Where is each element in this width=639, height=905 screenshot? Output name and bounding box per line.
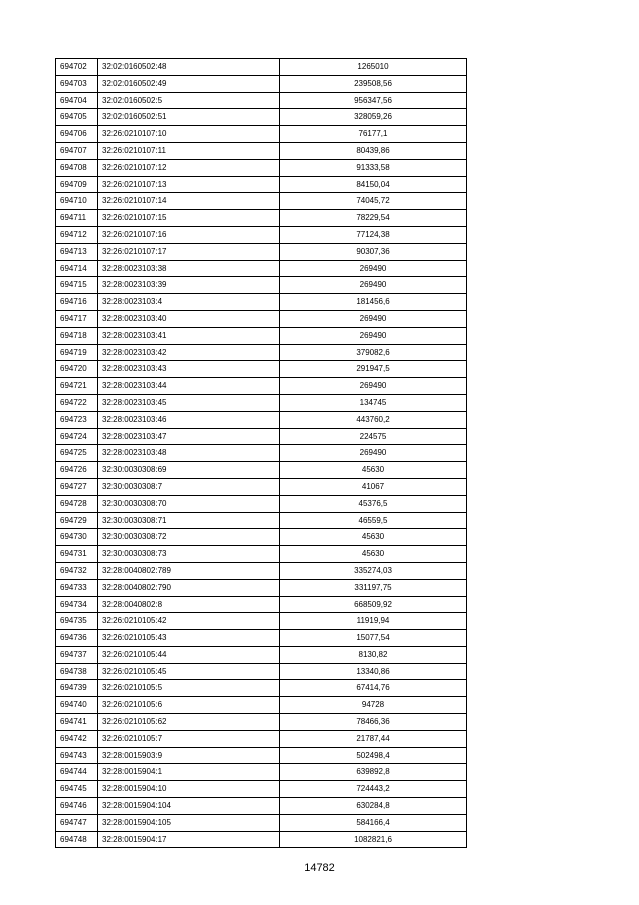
row-number-cell: 694716 [56,294,98,311]
table-row [56,294,467,311]
row-number-cell: 694722 [56,394,98,411]
cadastral-number-cell: 32:30:0030308:7 [98,478,280,495]
table-row [56,697,467,714]
cadastral-number-cell: 32:30:0030308:72 [98,529,280,546]
cadastral-number-cell: 32:02:0160502:48 [98,59,280,76]
value-cell: 224575 [280,428,467,445]
cadastral-number-cell: 32:26:0210107:15 [98,210,280,227]
cadastral-number-cell: 32:28:0015904:1 [98,764,280,781]
table-row [56,92,467,109]
row-number-cell: 694738 [56,663,98,680]
value-cell: 90307,36 [280,243,467,260]
row-number-cell: 694744 [56,764,98,781]
table-row [56,579,467,596]
value-cell: 269490 [280,445,467,462]
value-cell: 45376,5 [280,495,467,512]
cadastral-number-cell: 32:26:0210105:6 [98,697,280,714]
row-number-cell: 694739 [56,680,98,697]
row-number-cell: 694706 [56,126,98,143]
cadastral-number-cell: 32:02:0160502:51 [98,109,280,126]
row-number-cell: 694725 [56,445,98,462]
row-number-cell: 694731 [56,546,98,563]
cadastral-number-cell: 32:26:0210105:45 [98,663,280,680]
cadastral-number-cell: 32:28:0023103:47 [98,428,280,445]
table-row [56,596,467,613]
row-number-cell: 694741 [56,714,98,731]
cadastral-number-cell: 32:26:0210105:43 [98,630,280,647]
table-row [56,243,467,260]
cadastral-number-cell: 32:26:0210105:42 [98,613,280,630]
row-number-cell: 694733 [56,579,98,596]
row-number-cell: 694732 [56,562,98,579]
value-cell: 11919,94 [280,613,467,630]
row-number-cell: 694729 [56,512,98,529]
row-number-cell: 694727 [56,478,98,495]
table-row [56,59,467,76]
table-row [56,378,467,395]
table-row [56,361,467,378]
value-cell: 269490 [280,310,467,327]
cadastral-number-cell: 32:28:0040802:789 [98,562,280,579]
table-row [56,613,467,630]
cadastral-number-cell: 32:26:0210105:7 [98,730,280,747]
value-cell: 724443,2 [280,781,467,798]
table-row [56,159,467,176]
row-number-cell: 694723 [56,411,98,428]
table-row [56,512,467,529]
value-cell: 269490 [280,378,467,395]
table-row [56,529,467,546]
row-number-cell: 694719 [56,344,98,361]
row-number-cell: 694743 [56,747,98,764]
table-row [56,781,467,798]
cadastral-number-cell: 32:26:0210107:12 [98,159,280,176]
row-number-cell: 694704 [56,92,98,109]
value-cell: 45630 [280,529,467,546]
cadastral-number-cell: 32:28:0023103:44 [98,378,280,395]
table-row [56,546,467,563]
row-number-cell: 694709 [56,176,98,193]
cadastral-number-cell: 32:26:0210105:62 [98,714,280,731]
row-number-cell: 694747 [56,814,98,831]
row-number-cell: 694718 [56,327,98,344]
cadastral-value-table [55,58,467,848]
table-row [56,109,467,126]
table-row [56,411,467,428]
value-cell: 45630 [280,462,467,479]
row-number-cell: 694742 [56,730,98,747]
value-cell: 46559,5 [280,512,467,529]
row-number-cell: 694713 [56,243,98,260]
table-row [56,680,467,697]
row-number-cell: 694748 [56,831,98,848]
cadastral-number-cell: 32:26:0210107:14 [98,193,280,210]
value-cell: 443760,2 [280,411,467,428]
value-cell: 91333,58 [280,159,467,176]
cadastral-number-cell: 32:26:0210107:11 [98,142,280,159]
cadastral-number-cell: 32:28:0040802:8 [98,596,280,613]
value-cell: 668509,92 [280,596,467,613]
table-row [56,445,467,462]
value-cell: 1082821,6 [280,831,467,848]
table-row [56,142,467,159]
value-cell: 77124,38 [280,226,467,243]
table-body [56,59,467,848]
row-number-cell: 694711 [56,210,98,227]
cadastral-number-cell: 32:28:0015903:9 [98,747,280,764]
cadastral-number-cell: 32:02:0160502:5 [98,92,280,109]
cadastral-number-cell: 32:26:0210107:10 [98,126,280,143]
table-row [56,714,467,731]
row-number-cell: 694720 [56,361,98,378]
value-cell: 78229,54 [280,210,467,227]
table-row [56,226,467,243]
value-cell: 94728 [280,697,467,714]
cadastral-number-cell: 32:28:0023103:46 [98,411,280,428]
cadastral-number-cell: 32:26:0210105:44 [98,646,280,663]
table-row [56,798,467,815]
page-number: 14782 [304,862,335,874]
value-cell: 181456,6 [280,294,467,311]
row-number-cell: 694740 [56,697,98,714]
table-row [56,75,467,92]
row-number-cell: 694717 [56,310,98,327]
row-number-cell: 694715 [56,277,98,294]
value-cell: 76177,1 [280,126,467,143]
row-number-cell: 694726 [56,462,98,479]
value-cell: 41067 [280,478,467,495]
table-row [56,428,467,445]
table-row [56,764,467,781]
row-number-cell: 694724 [56,428,98,445]
table-row [56,462,467,479]
cadastral-number-cell: 32:28:0023103:41 [98,327,280,344]
table-row [56,730,467,747]
row-number-cell: 694737 [56,646,98,663]
value-cell: 269490 [280,327,467,344]
row-number-cell: 694745 [56,781,98,798]
value-cell: 639892,8 [280,764,467,781]
cadastral-number-cell: 32:26:0210107:13 [98,176,280,193]
table-row [56,478,467,495]
table-row [56,310,467,327]
table-row [56,831,467,848]
table-row [56,646,467,663]
value-cell: 21787,44 [280,730,467,747]
cadastral-number-cell: 32:28:0023103:39 [98,277,280,294]
cadastral-number-cell: 32:28:0023103:45 [98,394,280,411]
value-cell: 13340,86 [280,663,467,680]
value-cell: 1265010 [280,59,467,76]
row-number-cell: 694734 [56,596,98,613]
table-row [56,562,467,579]
cadastral-number-cell: 32:28:0023103:48 [98,445,280,462]
row-number-cell: 694708 [56,159,98,176]
row-number-cell: 694702 [56,59,98,76]
row-number-cell: 694735 [56,613,98,630]
value-cell: 335274,03 [280,562,467,579]
row-number-cell: 694705 [56,109,98,126]
cadastral-number-cell: 32:30:0030308:73 [98,546,280,563]
table-row [56,176,467,193]
row-number-cell: 694703 [56,75,98,92]
cadastral-number-cell: 32:26:0210107:16 [98,226,280,243]
cadastral-number-cell: 32:28:0015904:104 [98,798,280,815]
value-cell: 45630 [280,546,467,563]
table-row [56,747,467,764]
value-cell: 379082,6 [280,344,467,361]
cadastral-number-cell: 32:28:0023103:42 [98,344,280,361]
value-cell: 8130,82 [280,646,467,663]
table-row [56,277,467,294]
cadastral-number-cell: 32:28:0015904:17 [98,831,280,848]
table-row [56,193,467,210]
cadastral-number-cell: 32:02:0160502:49 [98,75,280,92]
row-number-cell: 694714 [56,260,98,277]
value-cell: 239508,56 [280,75,467,92]
cadastral-number-cell: 32:28:0015904:105 [98,814,280,831]
cadastral-number-cell: 32:28:0023103:43 [98,361,280,378]
value-cell: 80439,86 [280,142,467,159]
value-cell: 67414,76 [280,680,467,697]
table-row [56,210,467,227]
cadastral-number-cell: 32:30:0030308:69 [98,462,280,479]
value-cell: 74045,72 [280,193,467,210]
cadastral-number-cell: 32:30:0030308:71 [98,512,280,529]
value-cell: 502498,4 [280,747,467,764]
table-row [56,394,467,411]
value-cell: 630284,8 [280,798,467,815]
value-cell: 956347,56 [280,92,467,109]
cadastral-number-cell: 32:28:0023103:38 [98,260,280,277]
table-row [56,663,467,680]
value-cell: 328059,26 [280,109,467,126]
cadastral-number-cell: 32:26:0210107:17 [98,243,280,260]
table-row [56,327,467,344]
table-row [56,495,467,512]
row-number-cell: 694707 [56,142,98,159]
row-number-cell: 694730 [56,529,98,546]
cadastral-number-cell: 32:30:0030308:70 [98,495,280,512]
cadastral-number-cell: 32:28:0023103:4 [98,294,280,311]
value-cell: 584166,4 [280,814,467,831]
row-number-cell: 694736 [56,630,98,647]
row-number-cell: 694746 [56,798,98,815]
table-row [56,126,467,143]
value-cell: 15077,54 [280,630,467,647]
cadastral-number-cell: 32:28:0023103:40 [98,310,280,327]
cadastral-number-cell: 32:26:0210105:5 [98,680,280,697]
row-number-cell: 694712 [56,226,98,243]
cadastral-number-cell: 32:28:0040802:790 [98,579,280,596]
value-cell: 269490 [280,277,467,294]
row-number-cell: 694721 [56,378,98,395]
table-row [56,814,467,831]
row-number-cell: 694710 [56,193,98,210]
value-cell: 134745 [280,394,467,411]
row-number-cell: 694728 [56,495,98,512]
table-row [56,260,467,277]
value-cell: 78466,36 [280,714,467,731]
cadastral-number-cell: 32:28:0015904:10 [98,781,280,798]
value-cell: 331197,75 [280,579,467,596]
value-cell: 269490 [280,260,467,277]
table-row [56,630,467,647]
value-cell: 291947,5 [280,361,467,378]
value-cell: 84150,04 [280,176,467,193]
table-row [56,344,467,361]
